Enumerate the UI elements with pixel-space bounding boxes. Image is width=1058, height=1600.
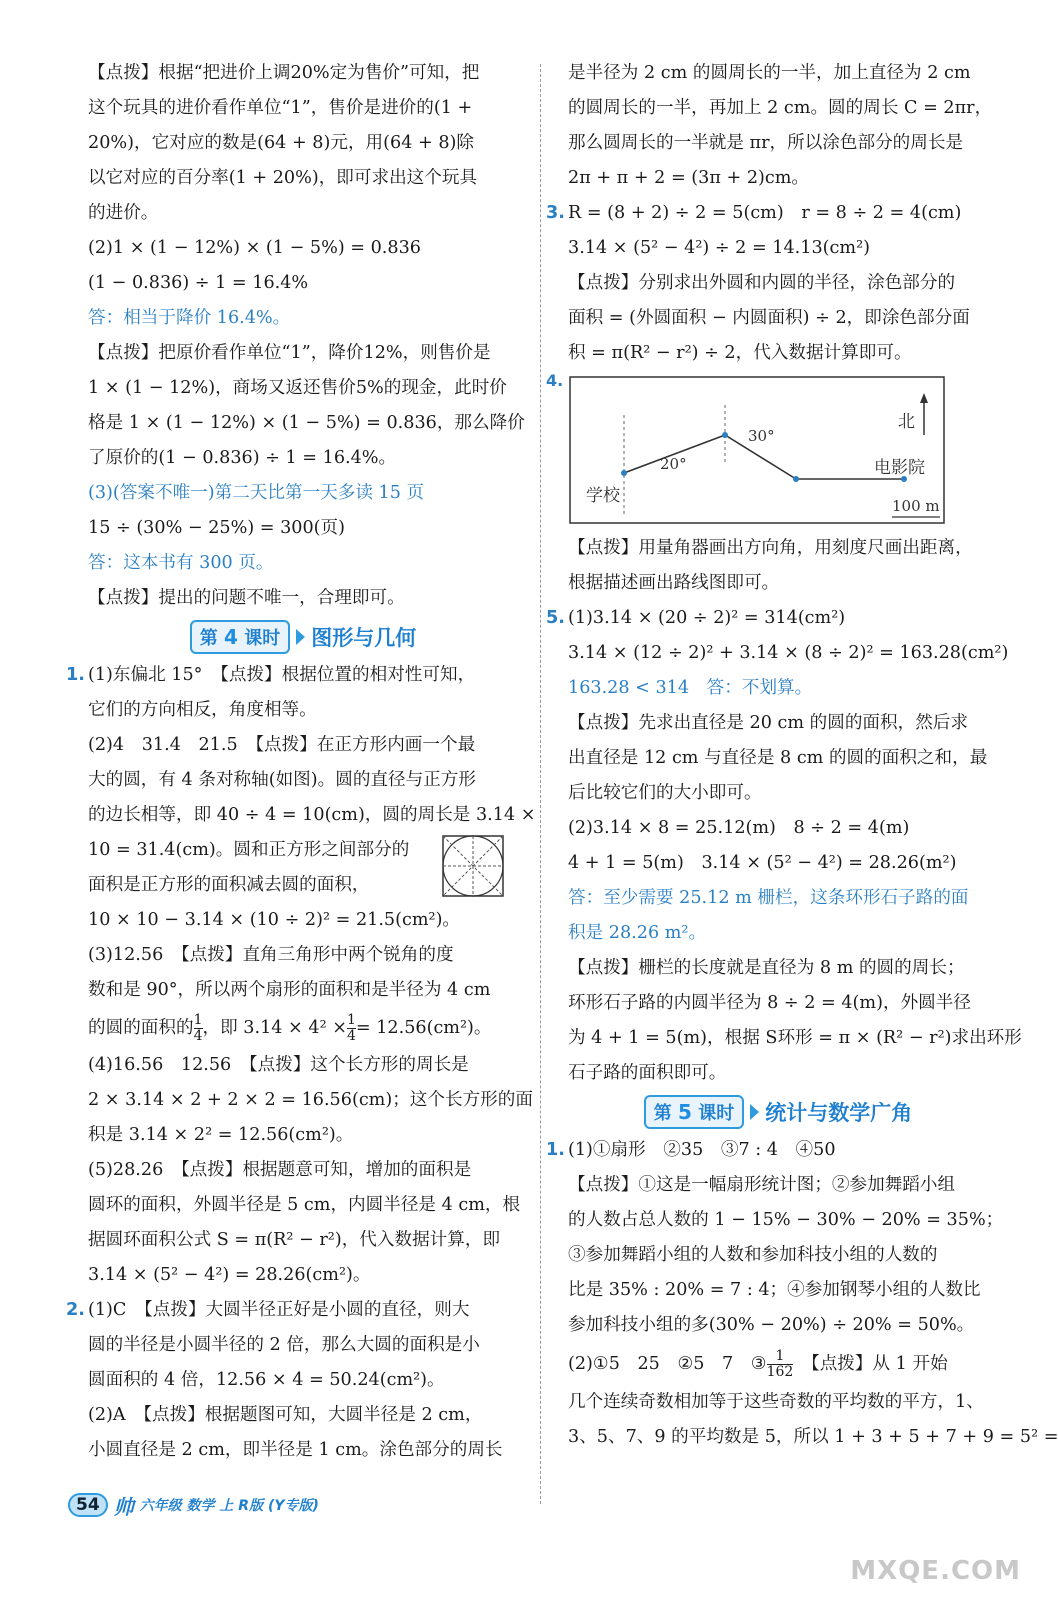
- watermark: MXQE.COM: [850, 1556, 1021, 1586]
- question-number: 5.: [546, 608, 565, 628]
- text-line: 积是 3.14 × 2² = 12.56(cm²)。: [88, 1125, 354, 1145]
- text-line: 10 = 31.4(cm)。圆和正方形之间部分的: [88, 840, 410, 860]
- question-number: 1.: [66, 665, 85, 685]
- text-line: (1)东偏北 15° 【点拨】根据位置的相对性可知，: [88, 665, 476, 685]
- section-title: 图形与几何: [311, 626, 417, 650]
- text-line: 【点拨】从 1 开始: [793, 1354, 948, 1374]
- text-line: 【点拨】把原价看作单位“1”，降价12%，则售价是: [88, 343, 491, 363]
- map-angle-label: 20°: [660, 455, 687, 473]
- text-line: (1)C 【点拨】大圆半径正好是小圆的直径，则大: [88, 1300, 470, 1320]
- text-line: 石子路的面积即可。: [568, 1063, 727, 1083]
- text-line: 1 × (1 − 12%)，商场又返还售价5%的现金，此时价: [88, 378, 507, 398]
- fraction-denominator: 4: [346, 1027, 356, 1044]
- section-header-5: [568, 1091, 988, 1133]
- left-column: [66, 56, 536, 1468]
- text-line: 为 4 + 1 = 5(m)，根据 S环形 = π × (R² − r²)求出环形: [568, 1028, 1022, 1048]
- text-line: 15 ÷ (30% − 25%) = 300(页): [88, 518, 346, 538]
- text-line: 它们的方向相反，角度相等。: [88, 700, 317, 720]
- badge-text: 课时: [244, 628, 281, 649]
- text-line: 几个连续奇数相加等于这些奇数的平均数的平方，1、: [568, 1392, 984, 1412]
- answer-line: 答：至少需要 25.12 m 栅栏，这条环形石子路的面: [568, 888, 969, 908]
- text-line: 20%)，它对应的数是(64 + 8)元，用(64 + 8)除: [88, 133, 474, 153]
- question-number: 2.: [66, 1300, 85, 1320]
- route-map-figure: [568, 375, 948, 525]
- text-line: 以它对应的百分率(1 + 20%)，即可求出这个玩具: [88, 168, 478, 188]
- text-line: ③参加舞蹈小组的人数和参加科技小组的人数的: [568, 1245, 938, 1265]
- column-divider: [540, 64, 541, 1504]
- text-line: 后比较它们的大小即可。: [568, 783, 762, 803]
- question-number: 3.: [546, 203, 565, 223]
- brand-logo: 帅: [113, 1494, 134, 1519]
- text-line: 的圆的面积的: [88, 1018, 194, 1038]
- text-line: 【点拨】先求出直径是 20 cm 的圆的面积，然后求: [568, 713, 968, 733]
- map-angle-label: 30°: [748, 427, 775, 445]
- text-line: (1)3.14 × (20 ÷ 2)² = 314(cm²): [568, 608, 846, 628]
- route-map: [546, 371, 988, 531]
- text-line: 了原价的(1 − 0.836) ÷ 1 = 16.4%。: [88, 448, 397, 468]
- text-line: 圆面积的 4 倍，12.56 × 4 = 50.24(cm²)。: [88, 1370, 445, 1390]
- fraction-numerator: 1: [775, 1347, 785, 1364]
- answer-line: 答：这本书有 300 页。: [88, 553, 274, 573]
- map-scale-label: 100 m: [892, 497, 940, 515]
- text-line: 那么圆周长的一半就是 πr，所以涂色部分的周长是: [568, 133, 964, 153]
- text-line: 据圆环面积公式 S = π(R² − r²)，代入数据计算，即: [88, 1230, 501, 1250]
- text-line: 环形石子路的内圆半径为 8 ÷ 2 = 4(m)，外圆半径: [568, 993, 971, 1013]
- book-info: 六年级 数学 上 R版 (Y专版): [139, 1498, 319, 1514]
- section-title: 统计与数学广角: [765, 1101, 913, 1125]
- text-line: 【点拨】分别求出外圆和内圆的半径，涂色部分的: [568, 273, 956, 293]
- text-line: 【点拨】根据“把进价上调20%定为售价”可知，把: [88, 63, 480, 83]
- badge-text: 课时: [698, 1103, 735, 1124]
- right-column: [546, 56, 1058, 1455]
- text-line: 大的圆，有 4 条对称轴(如图)。圆的直径与正方形: [88, 770, 476, 790]
- square-circle-figure: [440, 833, 506, 899]
- lesson-badge: [190, 620, 290, 654]
- text-line: 3、5、7、9 的平均数是 5，所以 1 + 3 + 5 + 7 + 9 = 5² =: [568, 1427, 1058, 1447]
- fraction-denominator: 4: [193, 1027, 203, 1044]
- text-line: 【点拨】①这是一幅扇形统计图；②参加舞蹈小组: [568, 1175, 956, 1195]
- text-line: 3.14 × (5² − 4²) = 28.26(cm²)。: [88, 1265, 371, 1285]
- question-number: 4.: [546, 371, 564, 390]
- answer-line: 答：相当于降价 16.4%。: [88, 308, 291, 328]
- text-line: 3.14 × (12 ÷ 2)² + 3.14 × (8 ÷ 2)² = 163.28(cm²): [568, 643, 1009, 663]
- arrow-icon: [296, 629, 305, 645]
- text-line: (3)12.56 【点拨】直角三角形中两个锐角的度: [88, 945, 454, 965]
- badge-text: 第: [199, 628, 218, 649]
- text-line: 数和是 90°，所以两个扇形的面积和是半径为 4 cm: [88, 980, 491, 1000]
- badge-number: 4: [224, 625, 238, 649]
- text-line: R = (8 + 2) ÷ 2 = 5(cm) r = 8 ÷ 2 = 4(cm): [568, 203, 962, 223]
- page-footer: [68, 1488, 319, 1522]
- answer-line: 163.28 < 314 答：不划算。: [568, 678, 813, 698]
- text-line: (5)28.26 【点拨】根据题意可知，增加的面积是: [88, 1160, 472, 1180]
- text-line: 3.14 × (5² − 4²) ÷ 2 = 14.13(cm²): [568, 238, 870, 258]
- fraction-numerator: 1: [346, 1011, 356, 1028]
- text-line: 面积是正方形的面积减去圆的面积，: [88, 875, 370, 895]
- text-line: 的人数占总人数的 1 − 15% − 30% − 20% = 35%；: [568, 1210, 1004, 1230]
- text-line: 根据描述画出路线图即可。: [568, 573, 780, 593]
- text-line: 圆环的面积，外圆半径是 5 cm，内圆半径是 4 cm，根: [88, 1195, 521, 1215]
- lesson-badge: [644, 1095, 744, 1129]
- map-school-label: 学校: [586, 486, 620, 506]
- text-line: 圆的半径是小圆半径的 2 倍，那么大圆的面积是小: [88, 1335, 480, 1355]
- text-line: 格是 1 × (1 − 12%) × (1 − 5%) = 0.836，那么降价: [88, 413, 525, 433]
- text-line: (2)4 31.4 21.5 【点拨】在正方形内画一个最: [88, 735, 476, 755]
- text-line: = 12.56(cm²)。: [355, 1018, 492, 1038]
- text-line: (2)①5 25 ②5 7 ③: [568, 1354, 767, 1374]
- text-line: (2)A 【点拨】根据题图可知，大圆半径是 2 cm，: [88, 1405, 483, 1425]
- text-line: (2)1 × (1 − 12%) × (1 − 5%) = 0.836: [88, 238, 421, 258]
- text-line: 10 × 10 − 3.14 × (10 ÷ 2)² = 21.5(cm²)。: [88, 910, 461, 930]
- text-line: 面积 = (外圆面积 − 内圆面积) ÷ 2，即涂色部分面: [568, 308, 970, 328]
- text-line: 是半径为 2 cm 的圆周长的一半，加上直径为 2 cm: [568, 63, 971, 83]
- arrow-icon: [750, 1104, 759, 1120]
- badge-text: 第: [653, 1103, 672, 1124]
- text-line: 小圆直径是 2 cm，即半径是 1 cm。涂色部分的周长: [88, 1440, 503, 1460]
- text-line: (1 − 0.836) ÷ 1 = 16.4%: [88, 273, 309, 293]
- fraction: [347, 1013, 356, 1044]
- text-line: 参加科技小组的多(30% − 20%) ÷ 20% = 50%。: [568, 1315, 975, 1335]
- badge-number: 5: [678, 1100, 692, 1124]
- text-line: (4)16.56 12.56 【点拨】这个长方形的周长是: [88, 1055, 469, 1075]
- text-line: 这个玩具的进价看作单位“1”，售价是进价的(1 +: [88, 98, 473, 118]
- text-line: 的边长相等，即 40 ÷ 4 = 10(cm)，圆的周长是 3.14 ×: [88, 805, 536, 825]
- text-line: ，即 3.14 × 4² ×: [202, 1018, 347, 1038]
- answer-line: (3)(答案不唯一)第二天比第一天多读 15 页: [88, 483, 425, 503]
- page-number: 54: [68, 1493, 108, 1517]
- map-cinema-label: 电影院: [874, 458, 925, 478]
- text-line: 积 = π(R² − r²) ÷ 2，代入数据计算即可。: [568, 343, 912, 363]
- fraction-numerator: 1: [193, 1011, 203, 1028]
- text-line: 的进价。: [88, 203, 159, 223]
- text-line: 的圆周长的一半，再加上 2 cm。圆的周长 C = 2πr，: [568, 98, 993, 118]
- fraction-denominator: 162: [766, 1363, 794, 1380]
- fraction: [767, 1349, 794, 1380]
- text-line: (1)①扇形 ②35 ③7 : 4 ④50: [568, 1140, 836, 1160]
- text-line: 【点拨】用量角器画出方向角，用刻度尺画出距离，: [568, 538, 973, 558]
- text-line: 【点拨】提出的问题不唯一，合理即可。: [88, 588, 405, 608]
- section-header-4: [88, 616, 518, 658]
- text-line: 2 × 3.14 × 2 + 2 × 2 = 16.56(cm)；这个长方形的面: [88, 1090, 533, 1110]
- text-line: 【点拨】栅栏的长度就是直径为 8 m 的圆的周长；: [568, 958, 965, 978]
- question-number: 1.: [546, 1140, 565, 1160]
- answer-line: 积是 28.26 m²。: [568, 923, 707, 943]
- text-line: (2)3.14 × 8 = 25.12(m) 8 ÷ 2 = 4(m): [568, 818, 910, 838]
- fraction: [194, 1013, 203, 1044]
- text-line: 比是 35% : 20% = 7 : 4；④参加钢琴小组的人数比: [568, 1280, 981, 1300]
- text-line: 2π + π + 2 = (3π + 2)cm。: [568, 168, 810, 188]
- map-north-label: 北: [898, 412, 915, 432]
- text-line: 出直径是 12 cm 与直径是 8 cm 的圆的面积之和，最: [568, 748, 988, 768]
- text-line: 4 + 1 = 5(m) 3.14 × (5² − 4²) = 28.26(m²): [568, 853, 957, 873]
